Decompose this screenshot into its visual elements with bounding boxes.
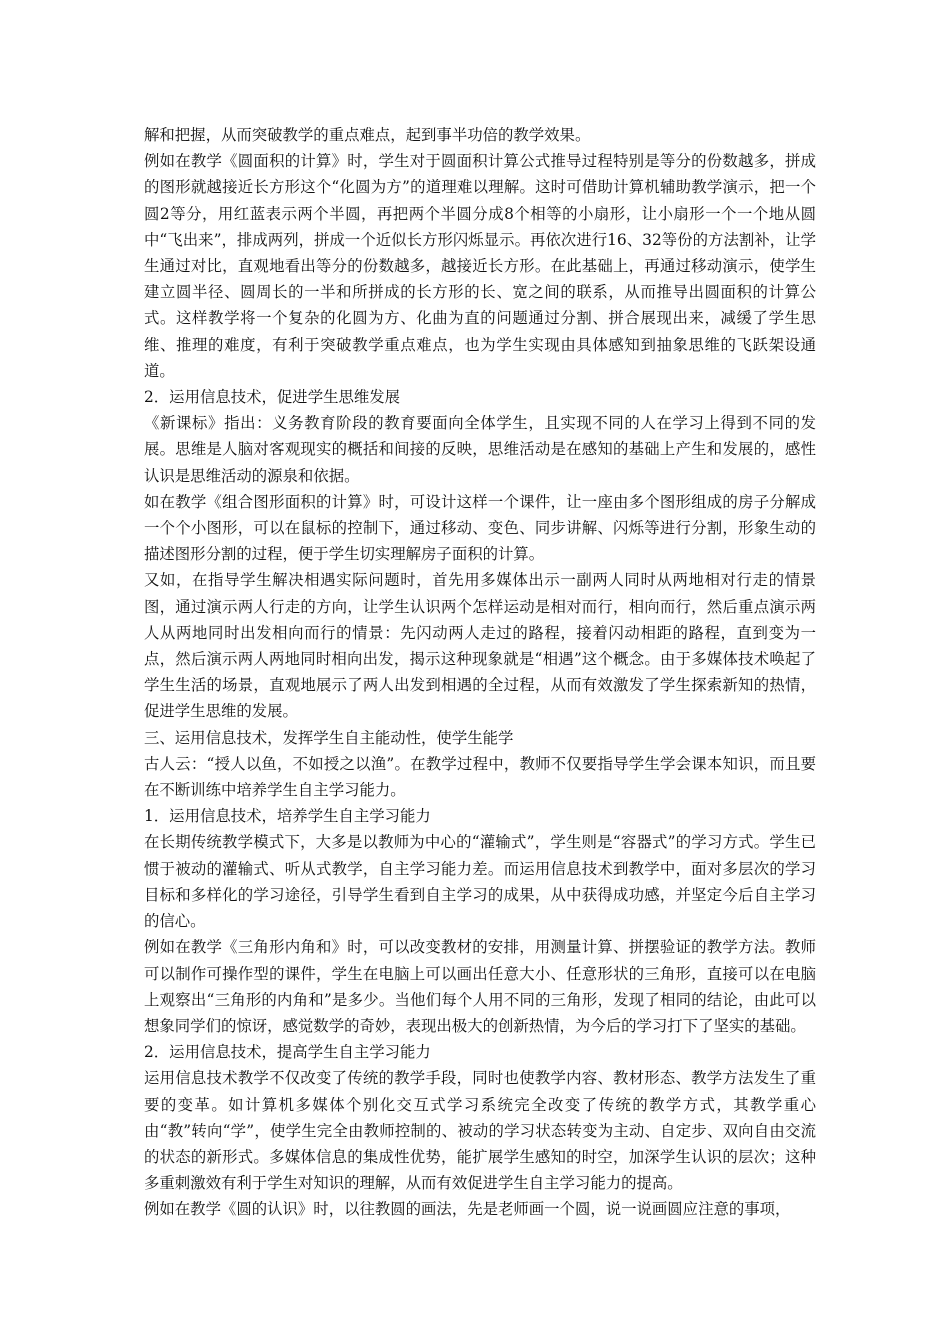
paragraph: 如在教学《组合图形面积的计算》时，可设计这样一个课件，让一座由多个图形组成的房子分解成一个个小图形，可以在鼠标的控制下，通过移动、变色、同步讲解、闪烁等进行分割，形象生动的描述图形分割的过程，便于学生切实理解房子面积的计算。 [144, 492, 816, 564]
paragraph: 例如在教学《三角形内角和》时，可以改变教材的安排，用测量计算、拼摆验证的教学方法。教师可以制作可操作型的课件，学生在电脑上可以画出任意大小、任意形状的三角形，直接可以在电脑上观察出“三角形的内角和”是多少。当他们每个人用不同的三角形，发现了相同的结论，由此可以想象同学们的惊讶，感觉数学的奇妙，表现出极大的创新热情，为今后的学习打下了坚实的基础。 [144, 938, 816, 1035]
paragraph: 《新课标》指出：义务教育阶段的教育要面向全体学生，且实现不同的人在学习上得到不同的发展。思维是人脑对客观现实的概括和间接的反映，思维活动是在感知的基础上产生和发展的，感性认识是思维活动的源泉和依据。 [144, 414, 816, 485]
paragraph: 例如在教学《圆面积的计算》时，学生对于圆面积计算公式推导过程特别是等分的份数越多，拼成的图形就越接近长方形这个“化圆为方”的道理难以理解。这时可借助计算机辅助教学演示，把一个圆2等分，用红蓝表示两个半圆，再把两个半圆分成8个相等的小扇形，让小扇形一个一个地从圆中“飞出来”，排成两列，拼成一个近似长方形闪烁显示。再依次进行16、32等份的方法割补，让学生通过对比，直观地看出等分的份数越多，越接近长方形。在此基础上，再通过移动演示，使学生建立圆半径、圆周长的一半和所拼成的长方形的长、宽之间的联系，从而推导出圆面积的计算公式。这样教学将一个复杂的化圆为方、化曲为直的问题通过分割、拼合展现出来，减缓了学生思维、推理的难度，有利于突破教学重点难点，也为学生实现由具体感知到抽象思维的飞跃架设通道。 [144, 152, 816, 380]
paragraph: 又如，在指导学生解决相遇实际问题时，首先用多媒体出示一副两人同时从两地相对行走的情景图，通过演示两人行走的方向，让学生认识两个怎样运动是相对而行，相向而行，然后重点演示两人从两地同时出发相向而行的情景：先闪动两人走过的路程，接着闪动相距的路程，直到变为一点，然后演示两人两地同时相向出发，揭示这种现象就是“相遇”这个概念。由于多媒体技术唤起了学生生活的场景，直观地展示了两人出发到相遇的全过程，从而有效激发了学生探索新知的热情，促进学生思维的发展。 [144, 571, 816, 721]
paragraph: 古人云：“授人以鱼，不如授之以渔”。在教学过程中，教师不仅要指导学生学会课本知识，而且要在不断训练中培养学生自主学习能力。 [144, 754, 816, 800]
section-heading: 2．运用信息技术，促进学生思维发展 [144, 388, 401, 407]
section-heading: 2．运用信息技术，提高学生自主学习能力 [144, 1043, 431, 1062]
paragraph: 例如在教学《圆的认识》时，以往教圆的画法，先是老师画一个圆，说一说画圆应注意的事项， [144, 1200, 791, 1219]
paragraph: 在长期传统教学模式下，大多是以教师为中心的“灌输式”，学生则是“容器式”的学习方式。学生已惯于被动的灌输式、听从式教学，自主学习能力差。而运用信息技术到教学中，面对多层次的学习目标和多样化的学习途径，引导学生看到自主学习的成果，从中获得成功感，并坚定今后自主学习的信心。 [144, 833, 816, 931]
document-body [144, 122, 816, 1223]
paragraph: 运用信息技术教学不仅改变了传统的教学手段，同时也使教学内容、教材形态、教学方法发生了重要的变革。如计算机多媒体个别化交互式学习系统完全改变了传统的教学方式，其教学重心由“教”转向“学”，使学生完全由教师控制的、被动的学习状态转变为主动、自定步、双向自由交流的状态的新形式。多媒体信息的集成性优势，能扩展学生感知的时空，加深学生认识的层次；这种多重刺激效有利于学生对知识的理解，从而有效促进学生自主学习能力的提高。 [144, 1069, 816, 1193]
section-heading: 三、运用信息技术，发挥学生自主能动性，使学生能学 [144, 728, 514, 747]
paragraph: 解和把握，从而突破教学的重点难点，起到事半功倍的教学效果。 [144, 126, 591, 144]
section-heading: 1．运用信息技术，培养学生自主学习能力 [144, 807, 431, 826]
